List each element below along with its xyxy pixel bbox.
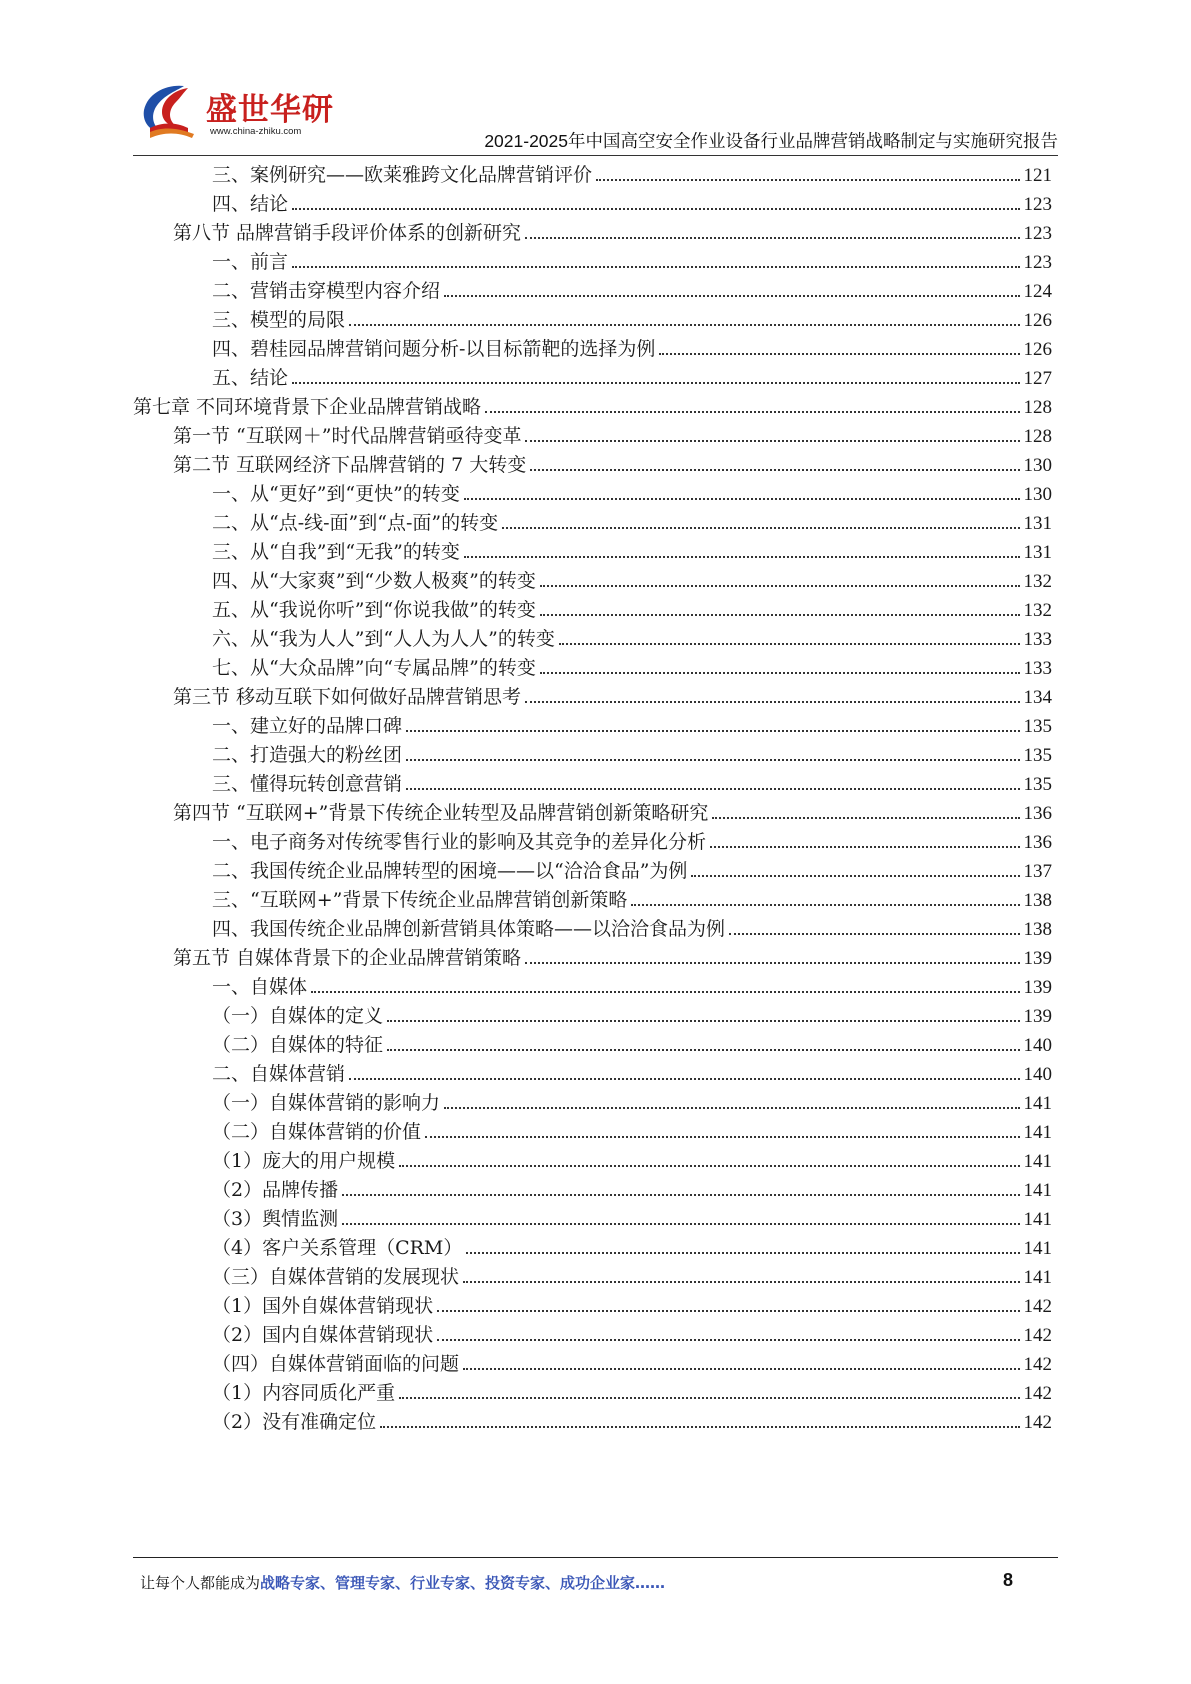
slogan-prefix: 让每个人都能成为 — [140, 1574, 261, 1592]
toc-entry[interactable] — [212, 1407, 1052, 1438]
toc-entry-page: 141 — [1023, 1151, 1052, 1172]
toc-entry-label: 二、我国传统企业品牌转型的困境——以“洽洽食品”为例 — [212, 860, 688, 882]
toc-entry-page: 135 — [1023, 716, 1052, 737]
logo-text: 盛世华研 — [206, 92, 334, 128]
toc-entry-label: 三、从“自我”到“无我”的转变 — [212, 541, 460, 563]
toc-entry[interactable] — [212, 856, 1052, 887]
logo-url: www.china-zhiku.com — [210, 126, 302, 137]
toc-dot-leader — [387, 1020, 1019, 1022]
toc-dot-leader — [311, 991, 1019, 993]
toc-entry[interactable] — [212, 1349, 1052, 1380]
toc-entry-page: 139 — [1023, 948, 1052, 969]
toc-entry[interactable] — [212, 1001, 1052, 1032]
toc-entry-label: 七、从“大众品牌”向“专属品牌”的转变 — [212, 657, 536, 679]
toc-entry-label: 三、“互联网+”背景下传统企业品牌营销创新策略 — [212, 889, 628, 911]
toc-entry[interactable] — [212, 711, 1052, 742]
toc-dot-leader — [463, 1281, 1019, 1283]
toc-entry[interactable] — [212, 189, 1052, 220]
toc-entry[interactable] — [212, 1320, 1052, 1351]
toc-entry[interactable] — [212, 972, 1052, 1003]
toc-entry-label: 第三节 移动互联下如何做好品牌营销思考 — [173, 686, 522, 708]
toc-entry-page: 135 — [1023, 774, 1052, 795]
report-title: 2021-2025年中国高空安全作业设备行业品牌营销战略制定与实施研究报告 — [484, 131, 1058, 151]
toc-entry-page: 138 — [1023, 919, 1052, 940]
toc-entry-label: （二）自媒体营销的价值 — [212, 1121, 422, 1143]
toc-dot-leader — [540, 614, 1020, 616]
toc-entry[interactable] — [173, 421, 1052, 452]
toc-entry-label: 三、模型的局限 — [212, 309, 346, 331]
toc-entry-page: 131 — [1023, 513, 1052, 534]
toc-dot-leader — [502, 527, 1019, 529]
toc-entry-label: 四、从“大家爽”到“少数人极爽”的转变 — [212, 570, 536, 592]
toc-entry[interactable] — [173, 450, 1052, 481]
toc-dot-leader — [444, 295, 1019, 297]
toc-entry-label: （三）自媒体营销的发展现状 — [212, 1266, 460, 1288]
toc-dot-leader — [380, 1426, 1019, 1428]
toc-dot-leader — [399, 1397, 1019, 1399]
toc-entry-page: 141 — [1023, 1209, 1052, 1230]
toc-entry-label: 第七章 不同环境背景下企业品牌营销战略 — [133, 396, 482, 418]
toc-entry[interactable] — [212, 885, 1052, 916]
toc-entry-label: 二、打造强大的粉丝团 — [212, 744, 403, 766]
toc-dot-leader — [342, 1194, 1019, 1196]
toc-entry[interactable] — [212, 1059, 1052, 1090]
toc-entry[interactable] — [212, 334, 1052, 365]
toc-entry-page: 142 — [1023, 1383, 1052, 1404]
toc-dot-leader — [437, 1310, 1019, 1312]
toc-entry[interactable] — [212, 595, 1052, 626]
toc-entry-label: （四）自媒体营销面临的问题 — [212, 1353, 460, 1375]
toc-entry[interactable] — [212, 566, 1052, 597]
toc-entry[interactable] — [133, 392, 1052, 423]
toc-entry-label: 第八节 品牌营销手段评价体系的创新研究 — [173, 222, 522, 244]
toc-entry-page: 132 — [1023, 571, 1052, 592]
toc-entry-label: （4）客户关系管理（CRM） — [212, 1237, 463, 1259]
toc-dot-leader — [292, 266, 1019, 268]
toc-entry-label: 第一节 “互联网＋”时代品牌营销亟待变革 — [173, 425, 522, 447]
toc-entry-label: （二）自媒体的特征 — [212, 1034, 384, 1056]
toc-dot-leader — [530, 469, 1019, 471]
toc-dot-leader — [463, 1368, 1019, 1370]
toc-entry-page: 139 — [1023, 977, 1052, 998]
toc-entry[interactable] — [212, 160, 1052, 191]
toc-entry-label: 第二节 互联网经济下品牌营销的 7 大转变 — [173, 454, 527, 476]
toc-dot-leader — [425, 1136, 1019, 1138]
toc-dot-leader — [342, 1223, 1019, 1225]
toc-dot-leader — [437, 1339, 1019, 1341]
toc-entry-label: 六、从“我为人人”到“人人为人人”的转变 — [212, 628, 555, 650]
toc-entry[interactable] — [212, 1291, 1052, 1322]
toc-entry-label: （2）品牌传播 — [212, 1179, 339, 1201]
toc-entry-page: 140 — [1023, 1035, 1052, 1056]
toc-entry[interactable] — [212, 1378, 1052, 1409]
toc-entry[interactable] — [212, 247, 1052, 278]
toc-dot-leader — [349, 324, 1019, 326]
toc-entry-page: 136 — [1023, 832, 1052, 853]
toc-dot-leader — [525, 962, 1019, 964]
toc-dot-leader — [406, 759, 1019, 761]
toc-dot-leader — [631, 904, 1019, 906]
toc-entry-label: 一、自媒体 — [212, 976, 308, 998]
toc-entry-page: 141 — [1023, 1238, 1052, 1259]
toc-entry[interactable] — [173, 798, 1052, 829]
toc-entry[interactable] — [212, 363, 1052, 394]
toc-entry-page: 126 — [1023, 339, 1052, 360]
toc-dot-leader — [387, 1049, 1019, 1051]
toc-entry[interactable] — [173, 218, 1052, 249]
toc-entry-label: （3）舆情监测 — [212, 1208, 339, 1230]
toc-entry-label: （一）自媒体营销的影响力 — [212, 1092, 441, 1114]
toc-entry-page: 140 — [1023, 1064, 1052, 1085]
toc-dot-leader — [710, 846, 1019, 848]
toc-entry-label: 一、从“更好”到“更快”的转变 — [212, 483, 460, 505]
toc-entry-page: 123 — [1023, 223, 1052, 244]
toc-entry-label: （2）没有准确定位 — [212, 1411, 377, 1433]
toc-entry-page: 128 — [1023, 397, 1052, 418]
toc-dot-leader — [712, 817, 1019, 819]
toc-dot-leader — [464, 498, 1020, 500]
toc-entry-page: 127 — [1023, 368, 1052, 389]
toc-entry-label: 三、案例研究——欧莱雅跨文化品牌营销评价 — [212, 164, 593, 186]
toc-entry-page: 138 — [1023, 890, 1052, 911]
toc-dot-leader — [292, 208, 1019, 210]
page-number: 8 — [1002, 1570, 1013, 1590]
toc-entry[interactable] — [212, 508, 1052, 539]
toc-entry[interactable] — [212, 1175, 1052, 1206]
toc-entry[interactable] — [212, 1146, 1052, 1177]
toc-entry-label: （一）自媒体的定义 — [212, 1005, 384, 1027]
toc-dot-leader — [540, 672, 1020, 674]
footer-divider — [133, 1557, 1058, 1558]
toc-entry[interactable] — [212, 1262, 1052, 1293]
toc-entry-label: （2）国内自媒体营销现状 — [212, 1324, 434, 1346]
toc-entry-label: 四、碧桂园品牌营销问题分析-以目标箭靶的选择为例 — [212, 338, 656, 360]
toc-dot-leader — [399, 1165, 1019, 1167]
logo-emblem-icon — [138, 82, 208, 144]
toc-entry-page: 131 — [1023, 542, 1052, 563]
toc-entry[interactable] — [212, 537, 1052, 568]
toc-entry-label: 四、我国传统企业品牌创新营销具体策略——以洽洽食品为例 — [212, 918, 726, 940]
toc-entry-page: 137 — [1023, 861, 1052, 882]
toc-entry-page: 121 — [1023, 165, 1052, 186]
toc-entry[interactable] — [173, 943, 1052, 974]
toc-entry-page: 126 — [1023, 310, 1052, 331]
header-divider — [133, 155, 1058, 156]
toc-entry-label: 一、建立好的品牌口碑 — [212, 715, 403, 737]
toc-entry-label: 一、电子商务对传统零售行业的影响及其竞争的差异化分析 — [212, 831, 707, 853]
toc-entry-page: 141 — [1023, 1122, 1052, 1143]
toc-entry-page: 141 — [1023, 1093, 1052, 1114]
toc-entry-page: 136 — [1023, 803, 1052, 824]
toc-dot-leader — [540, 585, 1020, 587]
toc-dot-leader — [559, 643, 1020, 645]
footer-slogan — [140, 1572, 665, 1593]
toc-dot-leader — [729, 933, 1019, 935]
toc-entry-label: 第五节 自媒体背景下的企业品牌营销策略 — [173, 947, 522, 969]
toc-entry[interactable] — [212, 769, 1052, 800]
toc-dot-leader — [466, 1252, 1019, 1254]
toc-entry[interactable] — [212, 740, 1052, 771]
toc-entry-label: 一、前言 — [212, 251, 289, 273]
toc-entry[interactable] — [212, 479, 1052, 510]
toc-entry[interactable] — [212, 1030, 1052, 1061]
slogan-highlight: 战略专家、管理专家、行业专家、投资专家、成功企业家…… — [260, 1574, 666, 1592]
toc-dot-leader — [659, 353, 1019, 355]
toc-entry-label: 三、懂得玩转创意营销 — [212, 773, 403, 795]
toc-entry-label: 五、从“我说你听”到“你说我做”的转变 — [212, 599, 536, 621]
toc-entry-page: 130 — [1023, 455, 1052, 476]
toc-entry-page: 123 — [1023, 252, 1052, 273]
toc-entry-page: 142 — [1023, 1325, 1052, 1346]
toc-dot-leader — [485, 411, 1019, 413]
toc-entry-page: 139 — [1023, 1006, 1052, 1027]
toc-entry-label: 二、从“点-线-面”到“点-面”的转变 — [212, 512, 499, 534]
toc-entry[interactable] — [173, 682, 1052, 713]
toc-entry[interactable] — [212, 914, 1052, 945]
toc-entry-page: 135 — [1023, 745, 1052, 766]
toc-dot-leader — [444, 1107, 1019, 1109]
toc-entry-page: 142 — [1023, 1354, 1052, 1375]
toc-entry-page: 134 — [1023, 687, 1052, 708]
toc-entry[interactable] — [212, 653, 1052, 684]
toc-entry[interactable] — [212, 1204, 1052, 1235]
toc-entry[interactable] — [212, 1233, 1052, 1264]
toc-dot-leader — [525, 237, 1019, 239]
toc-entry-label: 二、营销击穿模型内容介绍 — [212, 280, 441, 302]
toc-dot-leader — [525, 440, 1019, 442]
toc-entry-page: 141 — [1023, 1180, 1052, 1201]
toc-dot-leader — [406, 730, 1019, 732]
toc-entry-page: 133 — [1023, 658, 1052, 679]
toc-entry-label: 第四节 “互联网+”背景下传统企业转型及品牌营销创新策略研究 — [173, 802, 709, 824]
toc-entry-page: 142 — [1023, 1296, 1052, 1317]
toc-entry-page: 141 — [1023, 1267, 1052, 1288]
toc-entry-label: 二、自媒体营销 — [212, 1063, 346, 1085]
toc-entry[interactable] — [212, 1088, 1052, 1119]
toc-entry-label: （1）内容同质化严重 — [212, 1382, 396, 1404]
toc-entry[interactable] — [212, 624, 1052, 655]
toc-entry-page: 128 — [1023, 426, 1052, 447]
toc-entry-page: 142 — [1023, 1412, 1052, 1433]
toc-entry-page: 124 — [1023, 281, 1052, 302]
toc-entry[interactable] — [212, 827, 1052, 858]
toc-entry[interactable] — [212, 1117, 1052, 1148]
toc-entry-page: 133 — [1023, 629, 1052, 650]
toc-dot-leader — [464, 556, 1020, 558]
toc-dot-leader — [349, 1078, 1019, 1080]
toc-entry[interactable] — [212, 276, 1052, 307]
toc-entry-label: （1）庞大的用户规模 — [212, 1150, 396, 1172]
toc-dot-leader — [406, 788, 1019, 790]
toc-entry-page: 132 — [1023, 600, 1052, 621]
toc-dot-leader — [525, 701, 1019, 703]
toc-entry-page: 123 — [1023, 194, 1052, 215]
toc-dot-leader — [292, 382, 1019, 384]
toc-entry-page: 130 — [1023, 484, 1052, 505]
page-header — [0, 0, 1191, 160]
toc-dot-leader — [691, 875, 1019, 877]
toc-entry[interactable] — [212, 305, 1052, 336]
toc-entry-label: 四、结论 — [212, 193, 289, 215]
toc-entry-label: （1）国外自媒体营销现状 — [212, 1295, 434, 1317]
toc-entry-label: 五、结论 — [212, 367, 289, 389]
toc-dot-leader — [596, 179, 1019, 181]
